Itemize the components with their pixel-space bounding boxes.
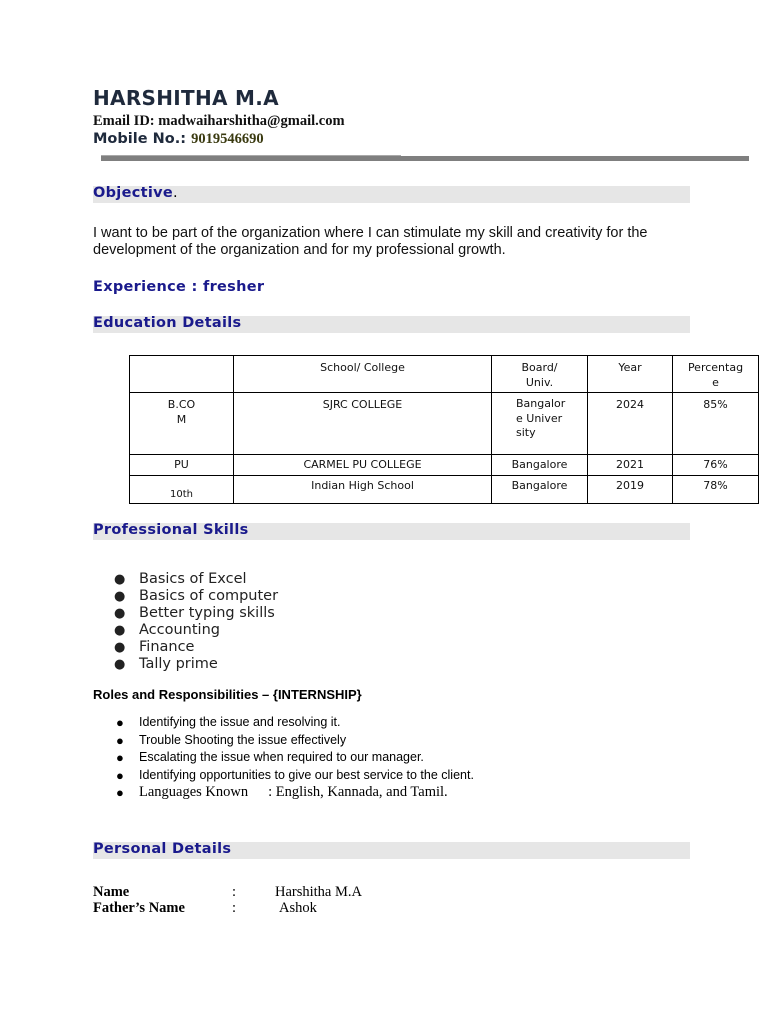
personal-heading: Personal Details <box>93 841 232 857</box>
role-text: Trouble Shooting the issue effectively <box>139 732 347 747</box>
table-header-cell: Board/ Univ. <box>492 356 588 393</box>
list-item <box>116 784 474 802</box>
skill-label: Accounting <box>139 622 220 638</box>
roles-heading: Roles and Responsibilities – {INTERNSHIP} <box>93 687 362 702</box>
table-cell: B.COM <box>130 393 234 455</box>
objective-title: Objective <box>93 185 173 201</box>
table-header-cell: Percentage <box>673 356 759 393</box>
personal-value: Ashok <box>279 900 317 916</box>
table-header-cell: School/ College <box>234 356 492 393</box>
list-item <box>114 639 278 656</box>
table-header-cell <box>130 356 234 393</box>
personal-value: Harshitha M.A <box>275 884 362 900</box>
email-label: Email ID: <box>93 113 155 129</box>
personal-label: Name <box>93 884 130 900</box>
skills-heading: Professional Skills <box>93 522 249 538</box>
bullet-icon: ● <box>116 750 124 765</box>
bullet-icon: ● <box>116 785 124 800</box>
table-row <box>130 455 759 476</box>
bullet-icon: ● <box>114 640 126 655</box>
skills-list <box>114 571 278 673</box>
bullet-icon: ● <box>116 732 124 748</box>
table-cell: CARMEL PU COLLEGE <box>234 455 492 476</box>
table-cell: 2024 <box>588 393 673 455</box>
bullet-icon: ● <box>116 767 124 783</box>
bullet-icon: ● <box>116 715 124 730</box>
personal-colon: : <box>232 900 237 916</box>
list-item <box>114 656 278 673</box>
list-item <box>114 605 278 622</box>
mobile-value: 9019546690 <box>191 131 264 147</box>
education-table <box>129 355 759 504</box>
table-cell: SJRC COLLEGE <box>234 393 492 455</box>
languages-label: Languages Known <box>139 784 249 800</box>
skill-label: Better typing skills <box>139 605 275 621</box>
bullet-icon: ● <box>114 657 126 672</box>
table-cell: 78% <box>673 476 759 504</box>
email-value: madwaiharshitha@gmail.com <box>158 113 345 129</box>
bullet-icon: ● <box>114 623 126 638</box>
skill-label: Basics of Excel <box>139 571 247 587</box>
skill-label: Finance <box>139 639 195 655</box>
header-rule <box>101 156 749 161</box>
table-cell: 10th <box>130 476 234 504</box>
objective-section-bar <box>93 186 690 203</box>
experience-line: Experience : fresher <box>93 279 265 295</box>
table-cell: Bangalore University <box>492 393 588 455</box>
table-header-cell: Year <box>588 356 673 393</box>
list-item <box>116 714 474 732</box>
table-cell: 2019 <box>588 476 673 504</box>
list-item <box>114 622 278 639</box>
role-text: Identifying the issue and resolving it. <box>139 715 341 729</box>
objective-heading <box>93 185 178 201</box>
role-text: Escalating the issue when required to our manager. <box>139 750 424 764</box>
table-header-row <box>130 356 759 393</box>
objective-text: I want to be part of the organization where I can stimulate my skill and creativity for the development of the organization and for my professional growth. <box>93 225 648 258</box>
table-row <box>130 476 759 504</box>
mobile-label: Mobile No.: <box>93 131 186 147</box>
table-cell: 2021 <box>588 455 673 476</box>
bullet-icon: ● <box>114 572 126 587</box>
list-item <box>116 767 474 785</box>
email-line <box>93 113 345 130</box>
objective-title-dot: . <box>173 185 178 201</box>
list-item <box>114 571 278 588</box>
bullet-icon: ● <box>114 606 126 621</box>
list-item <box>116 749 474 767</box>
personal-label: Father’s Name <box>93 900 185 916</box>
role-text: Identifying opportunities to give our best service to the client. <box>139 767 474 782</box>
list-item <box>114 588 278 605</box>
table-cell: 76% <box>673 455 759 476</box>
roles-list <box>116 714 474 802</box>
mobile-line <box>93 131 264 148</box>
table-row <box>130 393 759 455</box>
education-heading: Education Details <box>93 315 242 331</box>
bullet-icon: ● <box>114 589 126 604</box>
skill-label: Basics of computer <box>139 588 279 604</box>
skill-label: Tally prime <box>139 656 218 672</box>
list-item <box>116 732 474 750</box>
table-cell: 85% <box>673 393 759 455</box>
table-cell: Bangalore <box>492 476 588 504</box>
table-cell: Bangalore <box>492 455 588 476</box>
candidate-name: HARSHITHA M.A <box>93 86 279 110</box>
table-cell: PU <box>130 455 234 476</box>
languages-value: : English, Kannada, and Tamil. <box>268 784 448 800</box>
table-cell: Indian High School <box>234 476 492 504</box>
personal-colon: : <box>232 884 237 900</box>
